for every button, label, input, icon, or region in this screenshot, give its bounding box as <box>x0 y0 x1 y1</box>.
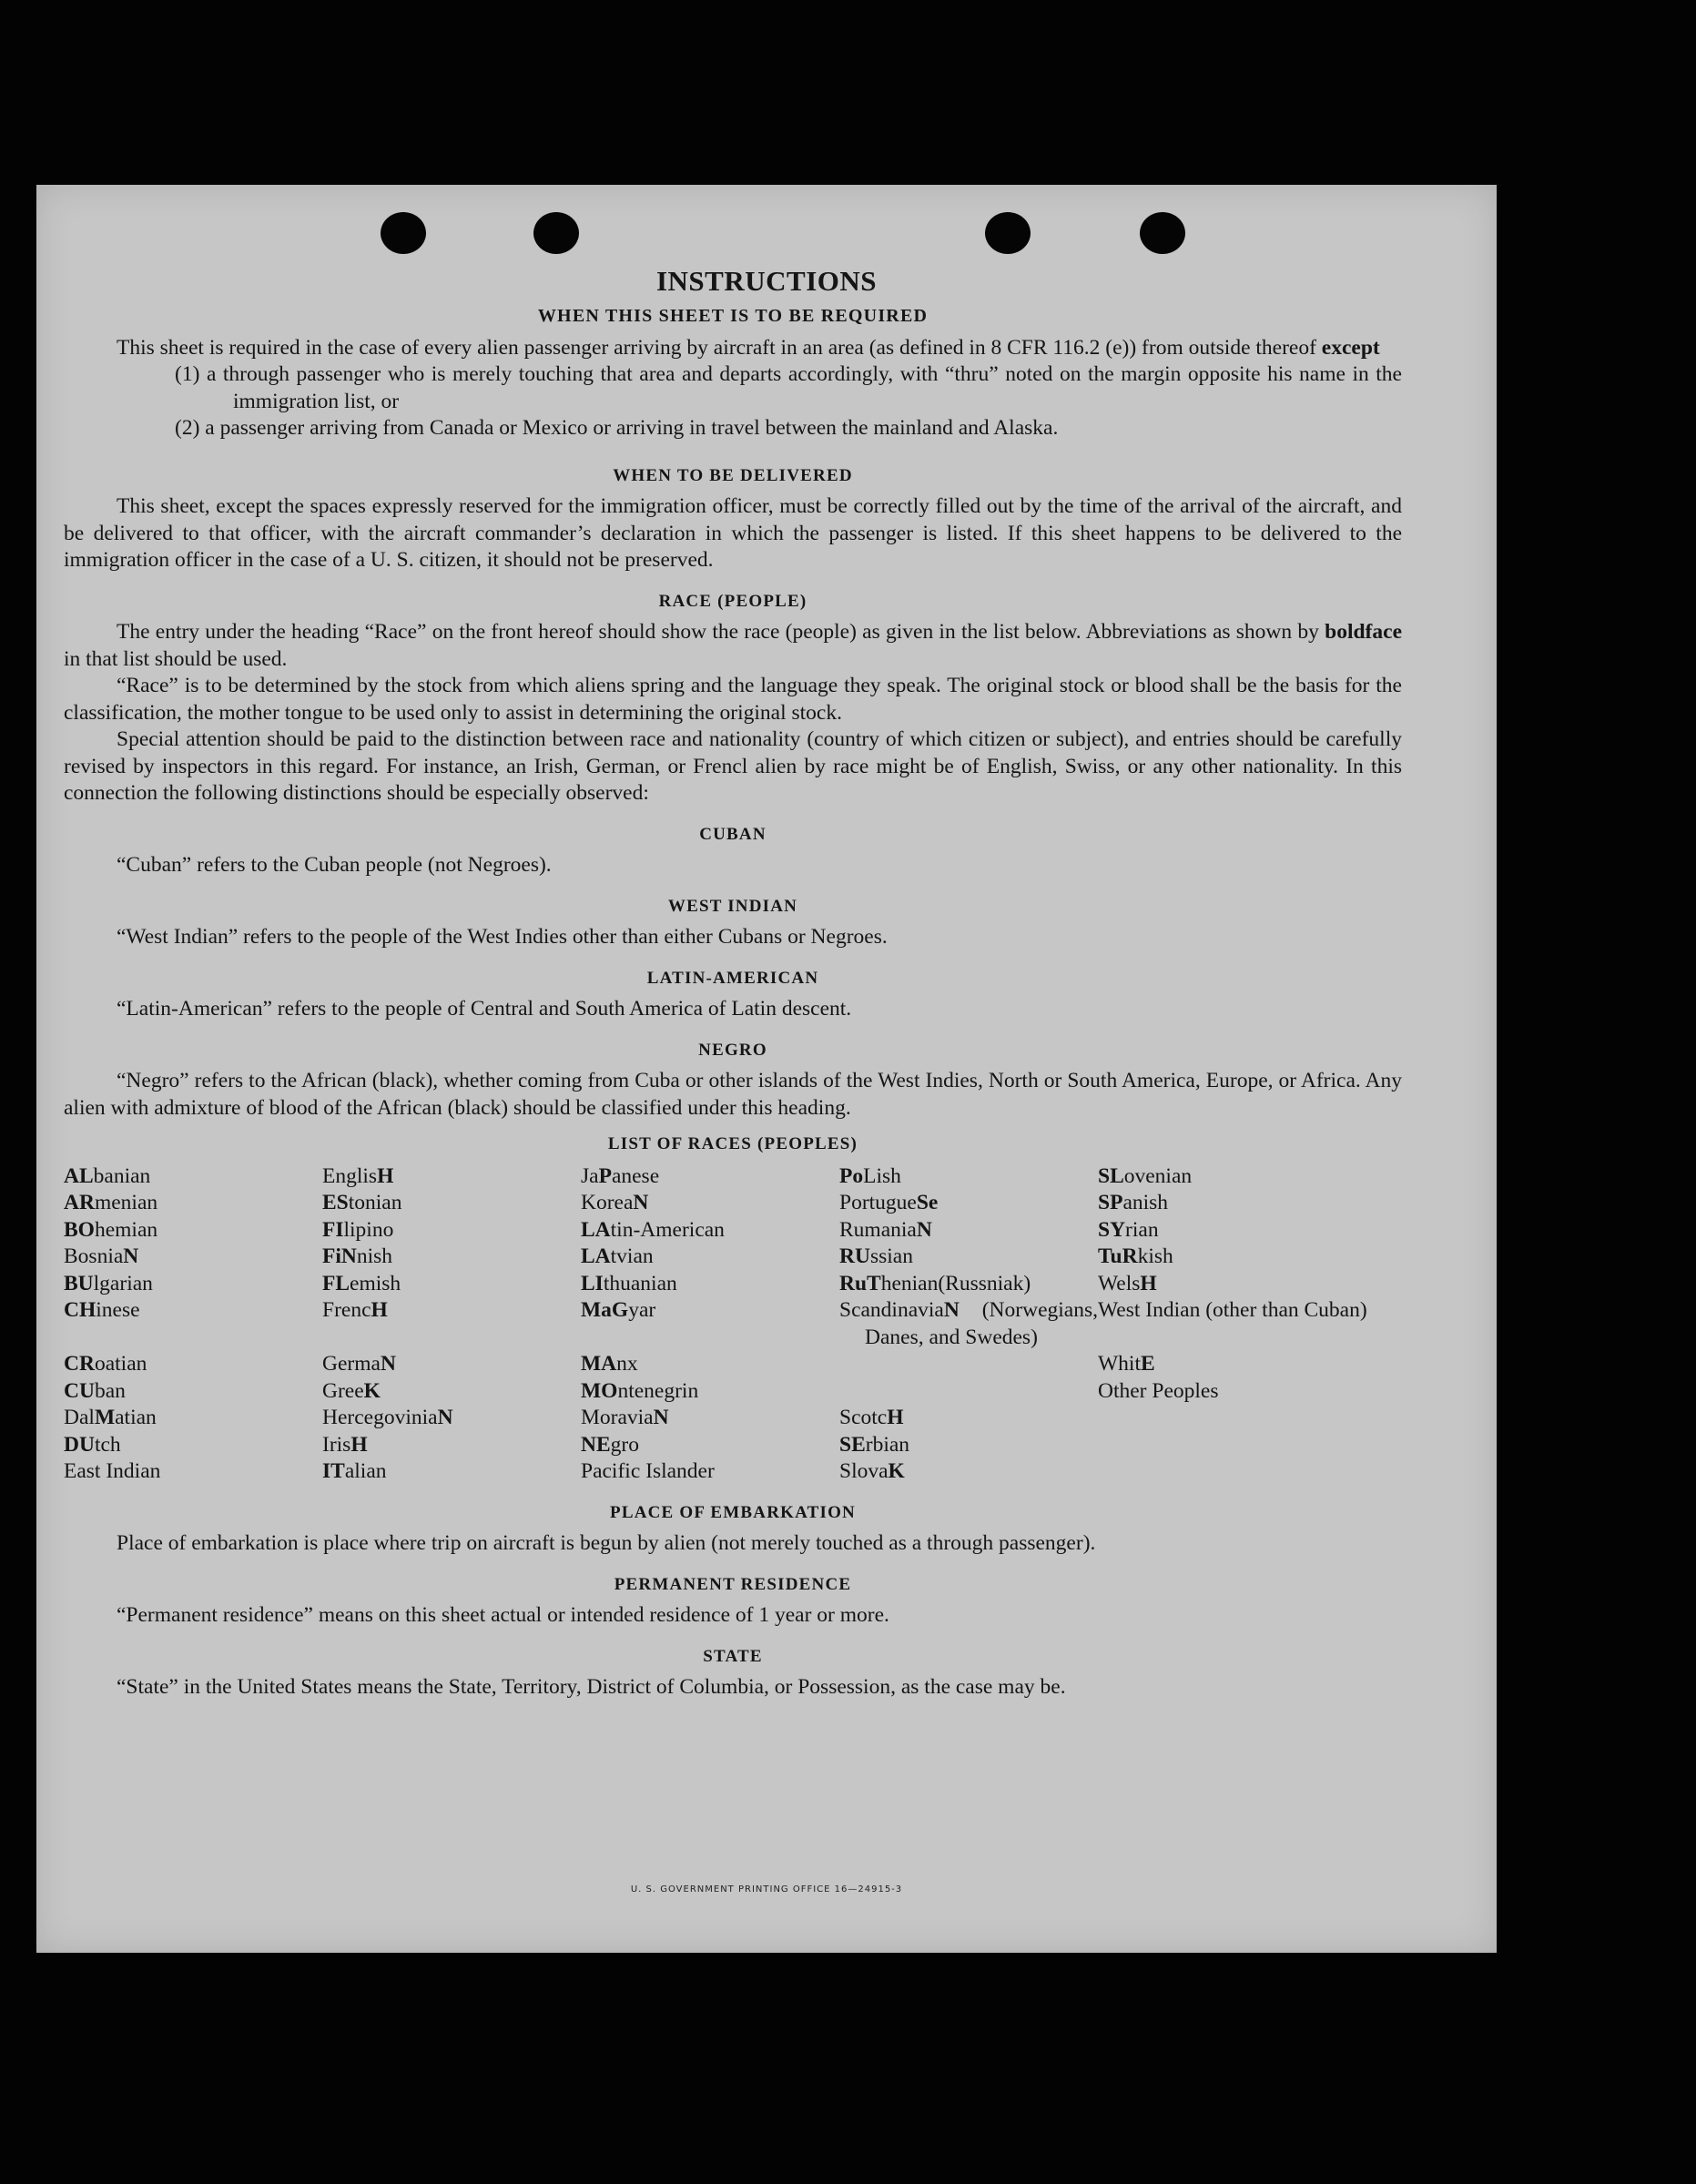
section-heading: WHEN TO BE DELIVERED <box>613 465 853 485</box>
race-item: GermaN <box>322 1352 396 1376</box>
races-list <box>64 1163 1402 1486</box>
race-item: SYrian <box>1098 1217 1159 1242</box>
race-item: Other Peoples <box>1098 1378 1219 1403</box>
race-item <box>1098 1405 1371 1432</box>
race-item: FIlipino <box>322 1217 394 1242</box>
race-item: KoreaN <box>581 1191 649 1214</box>
page-title: INSTRUCTIONS <box>655 265 877 297</box>
race-item: SPanish <box>1098 1191 1169 1214</box>
race-item: LIthuanian <box>581 1271 677 1295</box>
section-heading: LIST OF RACES (PEOPLES) <box>607 1134 858 1153</box>
latin-american-text: “Latin-American” refers to the people of Central and South America of Latin descent. <box>117 997 852 1021</box>
race-item: CRoatian <box>64 1352 147 1376</box>
race-item: SlovaK <box>839 1459 905 1483</box>
race-item: MAnx <box>581 1352 638 1376</box>
race-item: PortugueSe <box>839 1191 939 1214</box>
race-item: JaPanese <box>581 1163 660 1188</box>
embarkation-text: Place of embarkation is place where trip on aircraft is begun by alien (not merely touched as a through passenger). <box>117 1531 1096 1555</box>
race-item: PoLish <box>839 1163 901 1188</box>
race-paragraph-1: The entry under the heading “Race” on the front hereof should show the race (people) as given in the list below. Abbreviations as shown by boldface in that list should be used. <box>64 620 1402 671</box>
race-item: BUlgarian <box>64 1271 153 1295</box>
race-item: SLovenian <box>1098 1163 1193 1188</box>
punch-hole <box>533 212 579 254</box>
race-item: LAtin-American <box>581 1217 725 1242</box>
race-item <box>1098 1458 1371 1486</box>
race-item: ITalian <box>322 1459 387 1483</box>
race-item: East Indian <box>64 1459 161 1483</box>
race-item: ALbanian <box>64 1163 151 1188</box>
race-item: WelsH <box>1098 1271 1157 1295</box>
race-item: LAtvian <box>581 1244 654 1268</box>
race-item: IrisH <box>322 1432 368 1457</box>
race-item: CHinese <box>64 1298 140 1322</box>
section-heading: CUBAN <box>699 824 767 844</box>
section-heading: STATE <box>703 1646 763 1666</box>
punch-hole <box>381 212 426 254</box>
race-item <box>839 1351 1098 1378</box>
printer-imprint: U. S. GOVERNMENT PRINTING OFFICE 16—24915-3 <box>630 1884 903 1894</box>
race-item: RuThenian(Russniak) <box>839 1271 1031 1295</box>
section-heading: PLACE OF EMBARKATION <box>610 1502 856 1522</box>
race-item: NEgro <box>581 1432 639 1457</box>
race-item: MoraviaN <box>581 1406 669 1429</box>
race-item: MaGyar <box>581 1298 656 1322</box>
required-item-1: (1) a through passenger who is merely touching that area and departs accordingly, with “thru” noted on the margin opposite his name in the immigration list, or <box>175 362 1402 413</box>
negro-text: “Negro” refers to the African (black), whether coming from Cuba or other islands of the West Indies, North or South America, Europe, or Africa. Any alien with admixture of blood of the African (black) should be classified under this heading. <box>64 1069 1402 1120</box>
race-paragraph-2: “Race” is to be determined by the stock from which aliens spring and the language they speak. The original stock or blood shall be the basis for the classification, the mother tongue to be used only to assist in determining the original stock. <box>64 674 1402 725</box>
race-item: ARmenian <box>64 1191 158 1214</box>
race-item: SErbian <box>839 1432 910 1457</box>
section-heading: LATIN-AMERICAN <box>646 968 819 988</box>
race-item: Pacific Islander <box>581 1459 715 1483</box>
race-item: TuRkish <box>1098 1244 1173 1268</box>
required-item-2: (2) a passenger arriving from Canada or Mexico or arriving in travel between the mainland and Alaska. <box>175 416 1059 440</box>
race-item: DalMatian <box>64 1406 157 1429</box>
race-item: RUssian <box>839 1244 913 1268</box>
race-item: MOntenegrin <box>581 1378 699 1403</box>
section-heading: PERMANENT RESIDENCE <box>614 1574 852 1594</box>
cuban-text: “Cuban” refers to the Cuban people (not Negroes). <box>117 853 552 877</box>
section-heading: WEST INDIAN <box>667 896 798 916</box>
race-item <box>839 1378 1098 1406</box>
race-item: RumaniaN <box>839 1217 932 1242</box>
section-heading: WHEN THIS SHEET IS TO BE REQUIRED <box>537 306 929 326</box>
race-item: EStonian <box>322 1191 402 1214</box>
race-item: ScandinaviaN (Norwegians, Danes, and Swedes) <box>839 1298 1098 1349</box>
race-item: FrencH <box>322 1298 388 1322</box>
west-indian-text: “West Indian” refers to the people of the West Indies other than either Cubans or Negroes. <box>117 925 888 949</box>
race-item: ScotcH <box>839 1406 904 1429</box>
punch-hole <box>985 212 1031 254</box>
race-item <box>1098 1432 1371 1459</box>
section-heading: NEGRO <box>698 1040 767 1060</box>
race-item: EnglisH <box>322 1163 394 1188</box>
instructions-body <box>64 303 1402 1701</box>
state-text: “State” in the United States means the State, Territory, District of Columbia, or Possession, as the case may be. <box>117 1675 1066 1699</box>
race-item: FiNnish <box>322 1244 393 1268</box>
race-paragraph-3: Special attention should be paid to the distinction between race and nationality (country of which citizen or subject), and entries should be carefully revised by inspectors in this regard. For instance, an Irish, German, or Frencl alien by race might be of English, Swiss, or any other nationality. In this connection the following distinctions should be especially observed: <box>64 727 1402 805</box>
race-item: FLemish <box>322 1271 401 1295</box>
delivered-text: This sheet, except the spaces expressly reserved for the immigration officer, must be correctly filled out by the time of the arrival of the aircraft, and be delivered to that officer, with the aircraft commander’s declaration in which the passenger is listed. If this sheet happens to be delivered to the immigration officer in the case of a U. S. citizen, it should not be preserved. <box>64 494 1402 572</box>
race-item: GreeK <box>322 1378 381 1403</box>
punch-hole <box>1140 212 1185 254</box>
race-item: BosniaN <box>64 1244 139 1268</box>
section-heading: RACE (PEOPLE) <box>658 591 807 611</box>
residence-text: “Permanent residence” means on this sheet actual or intended residence of 1 year or more. <box>117 1603 889 1627</box>
race-item: WhitE <box>1098 1352 1155 1376</box>
race-item: HercegoviniaN <box>322 1406 453 1429</box>
race-item: CUban <box>64 1378 126 1403</box>
race-item: BOhemian <box>64 1217 158 1242</box>
required-intro: This sheet is required in the case of every alien passenger arriving by aircraft in an area (as defined in 8 CFR 116.2 (e)) from outside thereof except <box>117 335 1380 360</box>
instruction-sheet <box>36 185 1497 1953</box>
race-item: DUtch <box>64 1432 121 1457</box>
race-item: West Indian (other than Cuban) <box>1098 1298 1367 1322</box>
